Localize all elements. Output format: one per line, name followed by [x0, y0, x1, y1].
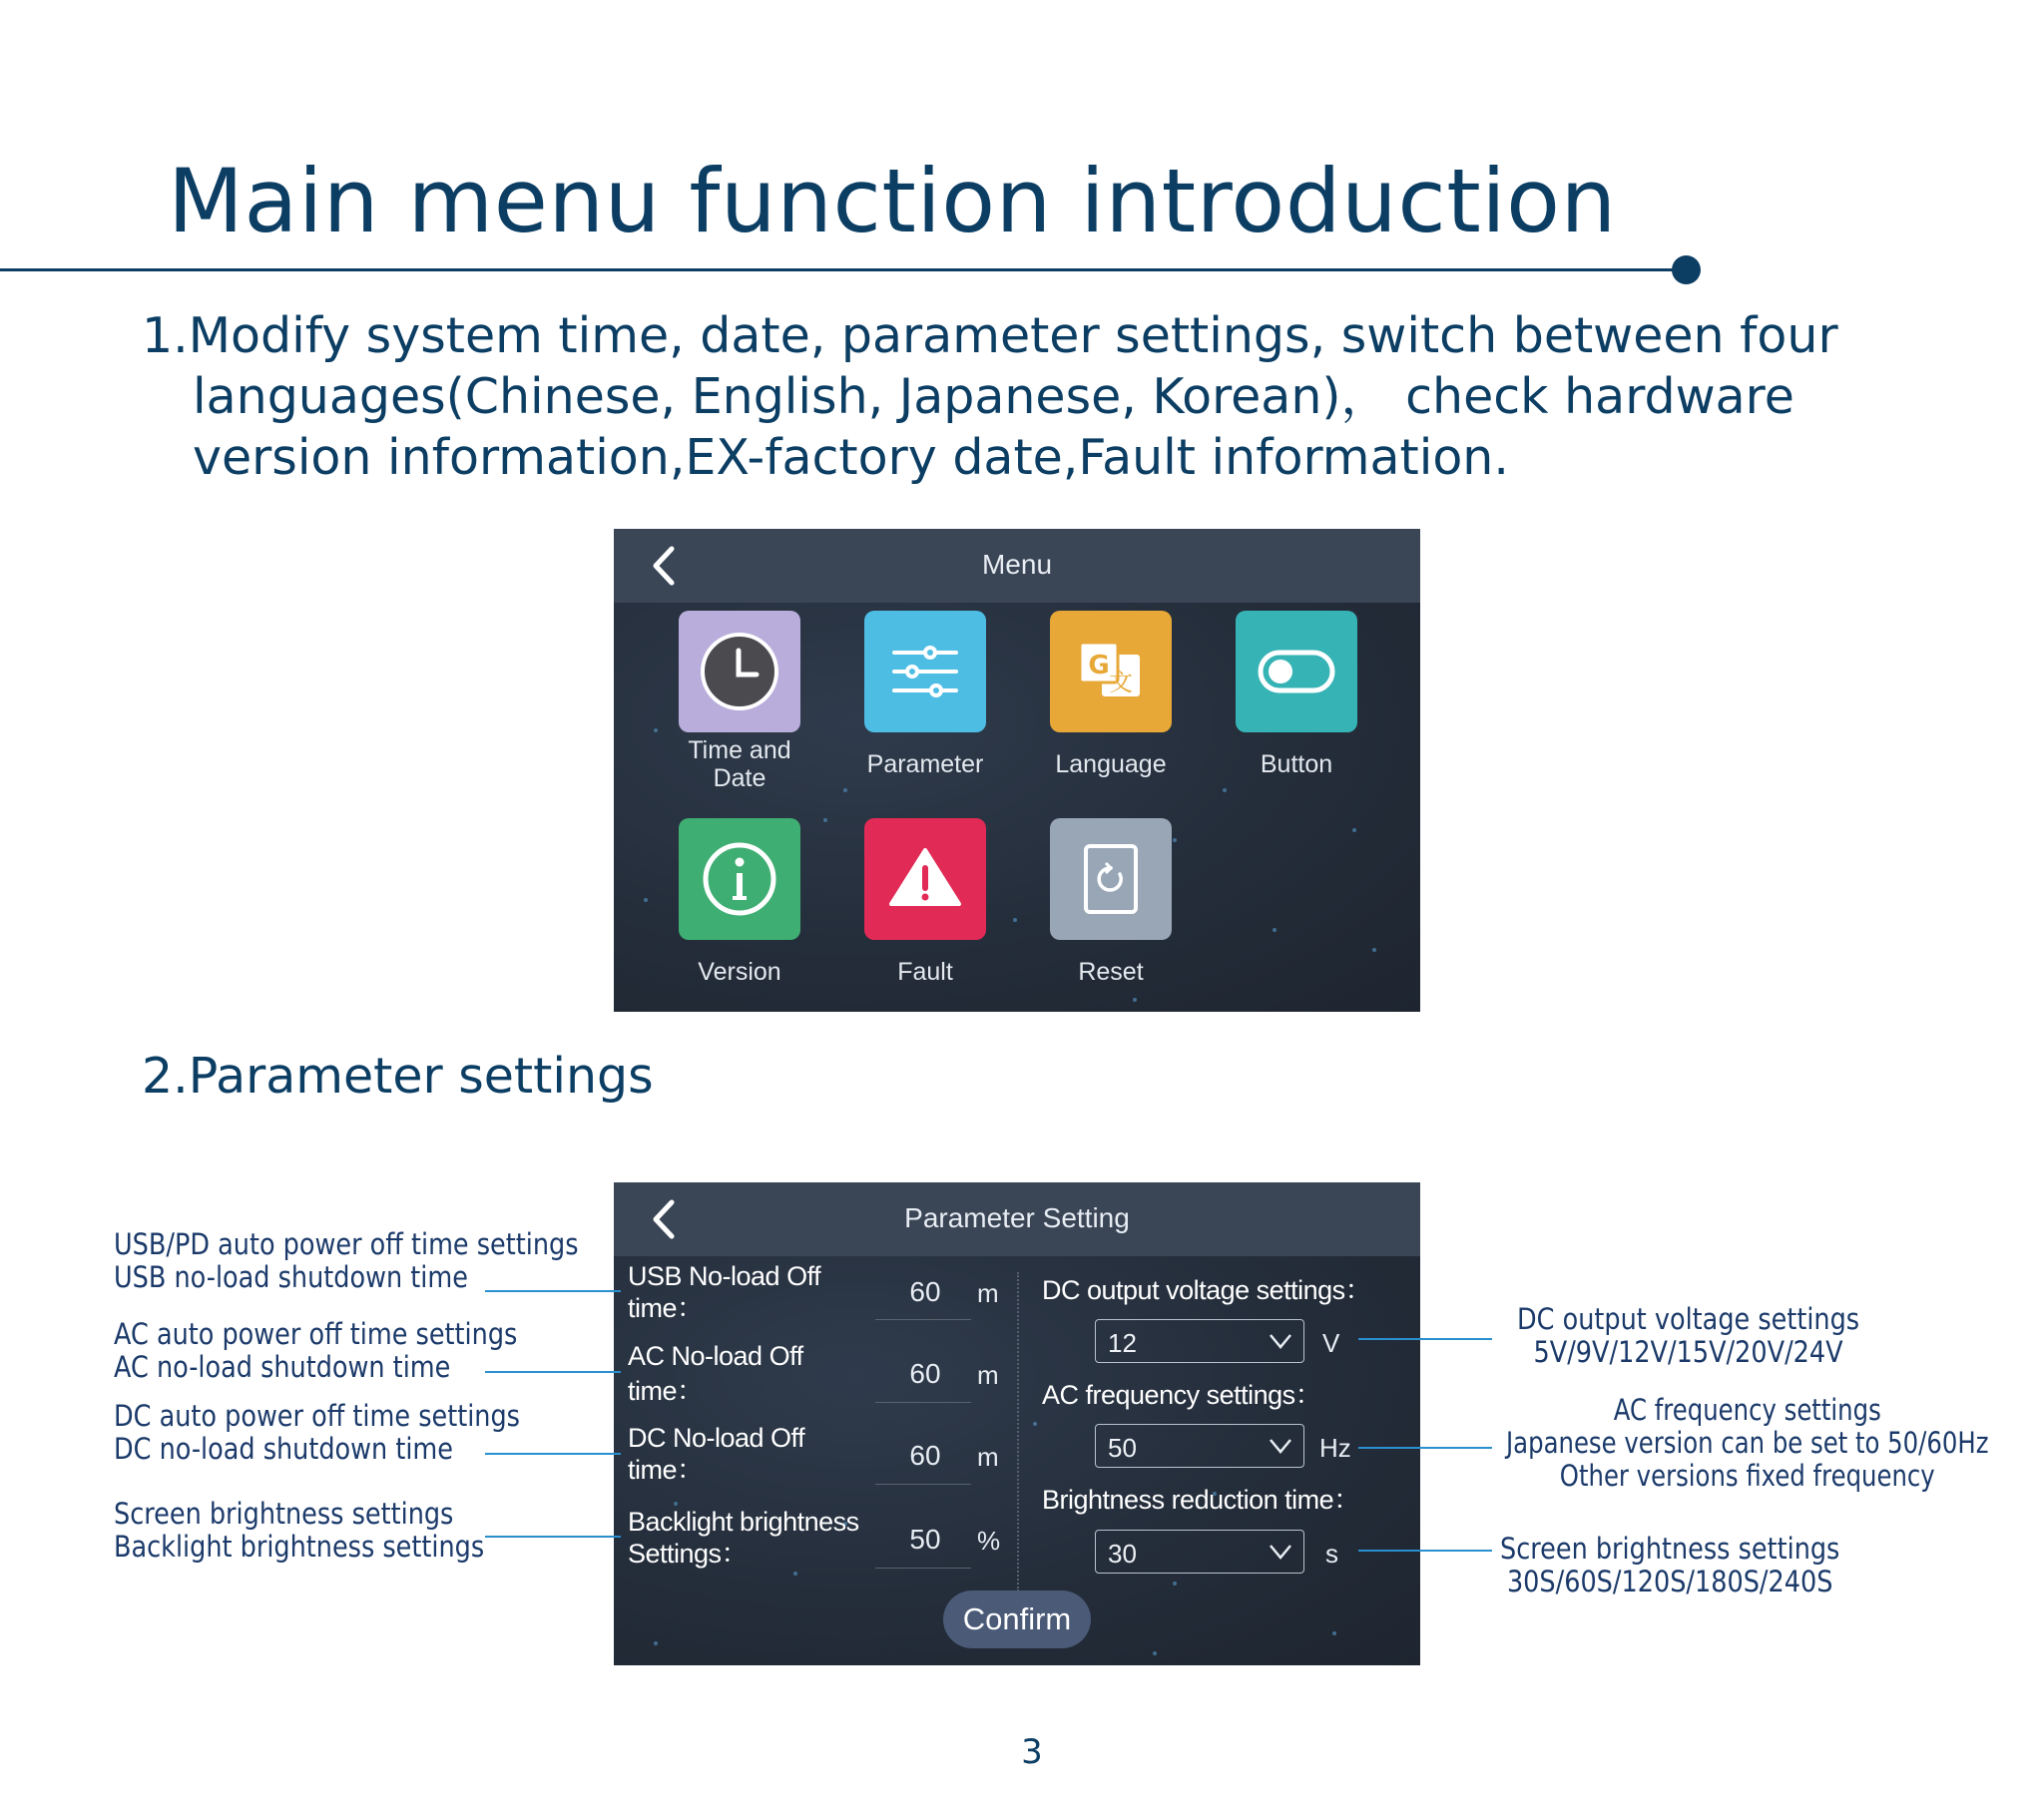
backlight-label	[628, 1506, 859, 1570]
intro-line: version information,EX-factory date,Fault information.	[193, 429, 1509, 486]
annotation-line: DC no-load shutdown time	[114, 1432, 453, 1466]
sliders-icon	[864, 611, 986, 732]
menu-screen	[614, 529, 1420, 1012]
annotation-line: USB no-load shutdown time	[114, 1260, 468, 1294]
annotation-usb	[114, 1228, 579, 1294]
dc-noload-unit: m	[977, 1442, 999, 1472]
tile-label-line: Time and	[688, 736, 791, 764]
reset-label: Reset	[1078, 958, 1144, 986]
annotation-line: Other versions fixed frequency	[1559, 1459, 1935, 1493]
time-date-button[interactable]	[679, 611, 800, 732]
annotation-line: AC no-load shutdown time	[114, 1350, 451, 1384]
leader-line	[1358, 1338, 1492, 1340]
chevron-down-icon	[1268, 1435, 1293, 1457]
annotation-dc-voltage	[1517, 1303, 1859, 1369]
language-label: Language	[1055, 750, 1167, 778]
label-line: time：	[628, 1455, 704, 1485]
annotation-screen-brightness	[1500, 1533, 1839, 1598]
usb-noload-underline	[875, 1319, 971, 1320]
chevron-down-icon	[1268, 1330, 1293, 1352]
annotation-dc	[114, 1400, 520, 1466]
leader-line	[1358, 1447, 1492, 1449]
section-heading: 2.Parameter settings	[142, 1048, 654, 1105]
dc-voltage-value: 12	[1108, 1328, 1137, 1358]
fault-button[interactable]	[864, 818, 986, 940]
ac-frequency-value: 50	[1108, 1433, 1137, 1463]
clock-icon	[679, 611, 800, 732]
version-button[interactable]	[679, 818, 800, 940]
usb-noload-value[interactable]: 60	[909, 1276, 941, 1307]
reset-button[interactable]	[1050, 818, 1172, 940]
svg-text:G: G	[1088, 651, 1110, 681]
label-line: time：	[628, 1376, 704, 1406]
usb-noload-label	[628, 1260, 820, 1324]
dc-voltage-unit: V	[1322, 1328, 1340, 1358]
version-label: Version	[698, 958, 781, 986]
toggle-icon	[1236, 611, 1357, 732]
leader-line	[485, 1536, 621, 1538]
annotation-line: Japanese version can be set to 50/60Hz	[1506, 1426, 1989, 1460]
chevron-down-icon	[1268, 1541, 1293, 1563]
parameter-button[interactable]	[864, 611, 986, 732]
ac-frequency-select[interactable]	[1095, 1424, 1304, 1468]
leader-line	[485, 1453, 621, 1455]
dc-noload-label	[628, 1422, 804, 1486]
usb-noload-unit: m	[977, 1278, 999, 1308]
info-icon	[679, 818, 800, 940]
ac-noload-value[interactable]: 60	[909, 1358, 941, 1389]
confirm-button[interactable]: Confirm	[943, 1590, 1091, 1648]
brightness-reduction-label: Brightness reduction time：	[1042, 1485, 1360, 1515]
menu-title: Menu	[981, 549, 1053, 580]
button-settings-button[interactable]	[1236, 611, 1357, 732]
page-title: Main menu function introduction	[168, 150, 1617, 252]
fault-label: Fault	[897, 958, 953, 986]
dc-voltage-label: DC output voltage settings：	[1042, 1275, 1372, 1305]
label-line: DC No-load Off	[628, 1423, 805, 1453]
column-divider	[1017, 1272, 1019, 1591]
parameter-screen	[614, 1182, 1420, 1665]
language-button[interactable]	[1050, 611, 1172, 732]
leader-line	[485, 1371, 621, 1373]
annotation-line: 30S/60S/120S/180S/240S	[1506, 1565, 1833, 1598]
dc-noload-underline	[875, 1484, 971, 1485]
intro-line: languages(Chinese, English, Japanese, Korean)， check hardware	[193, 368, 1794, 425]
warning-icon	[864, 818, 986, 940]
intro-paragraph	[142, 305, 1838, 488]
annotation-line: Screen brightness settings	[114, 1497, 454, 1531]
reset-icon	[1050, 818, 1172, 940]
backlight-value[interactable]: 50	[909, 1524, 941, 1555]
label-line: time：	[628, 1293, 704, 1323]
label-line: Backlight brightness	[628, 1507, 859, 1537]
leader-line	[485, 1290, 621, 1292]
dc-noload-value[interactable]: 60	[909, 1440, 941, 1471]
label-line: AC No-load Off	[628, 1341, 803, 1371]
parameter-title: Parameter Setting	[904, 1202, 1130, 1233]
ac-noload-unit: m	[977, 1360, 999, 1390]
annotation-line: AC auto power off time settings	[114, 1317, 518, 1351]
annotation-line: DC auto power off time settings	[114, 1399, 520, 1433]
ac-frequency-unit: Hz	[1319, 1433, 1351, 1463]
parameter-topbar	[614, 1182, 1420, 1256]
tile-label-line: Date	[713, 764, 766, 792]
backlight-unit: %	[977, 1526, 1001, 1556]
backlight-underline	[875, 1568, 971, 1569]
ac-frequency-label: AC frequency settings：	[1042, 1380, 1322, 1410]
time-date-label	[655, 736, 824, 792]
ac-noload-label	[628, 1340, 803, 1407]
parameter-label: Parameter	[866, 750, 984, 778]
ac-noload-underline	[875, 1402, 971, 1403]
annotation-ac-frequency	[1506, 1394, 1988, 1493]
brightness-reduction-select[interactable]	[1095, 1530, 1304, 1574]
svg-text:文: 文	[1109, 669, 1133, 696]
annotation-line: Screen brightness settings	[1500, 1532, 1840, 1566]
dc-voltage-select[interactable]	[1095, 1319, 1304, 1363]
brightness-reduction-unit: s	[1325, 1539, 1338, 1569]
annotation-line: DC output voltage settings	[1517, 1302, 1860, 1336]
leader-line	[1358, 1550, 1492, 1552]
translate-icon	[1050, 611, 1172, 732]
page-number: 3	[1021, 1732, 1043, 1772]
annotation-line: 5V/9V/12V/15V/20V/24V	[1533, 1335, 1843, 1369]
label-line: Settings：	[628, 1539, 749, 1569]
title-divider-dot	[1672, 255, 1701, 284]
annotation-backlight	[114, 1498, 484, 1564]
annotation-ac	[114, 1318, 517, 1384]
annotation-line: USB/PD auto power off time settings	[114, 1227, 579, 1261]
annotation-line: AC frequency settings	[1613, 1393, 1881, 1427]
annotation-line: Backlight brightness settings	[114, 1530, 485, 1564]
intro-line: 1.Modify system time, date, parameter settings, switch between four	[142, 307, 1838, 364]
button-label: Button	[1260, 750, 1333, 778]
brightness-reduction-value: 30	[1108, 1539, 1137, 1569]
menu-topbar	[614, 529, 1420, 603]
title-divider	[0, 268, 1685, 271]
label-line: USB No-load Off	[628, 1261, 821, 1291]
